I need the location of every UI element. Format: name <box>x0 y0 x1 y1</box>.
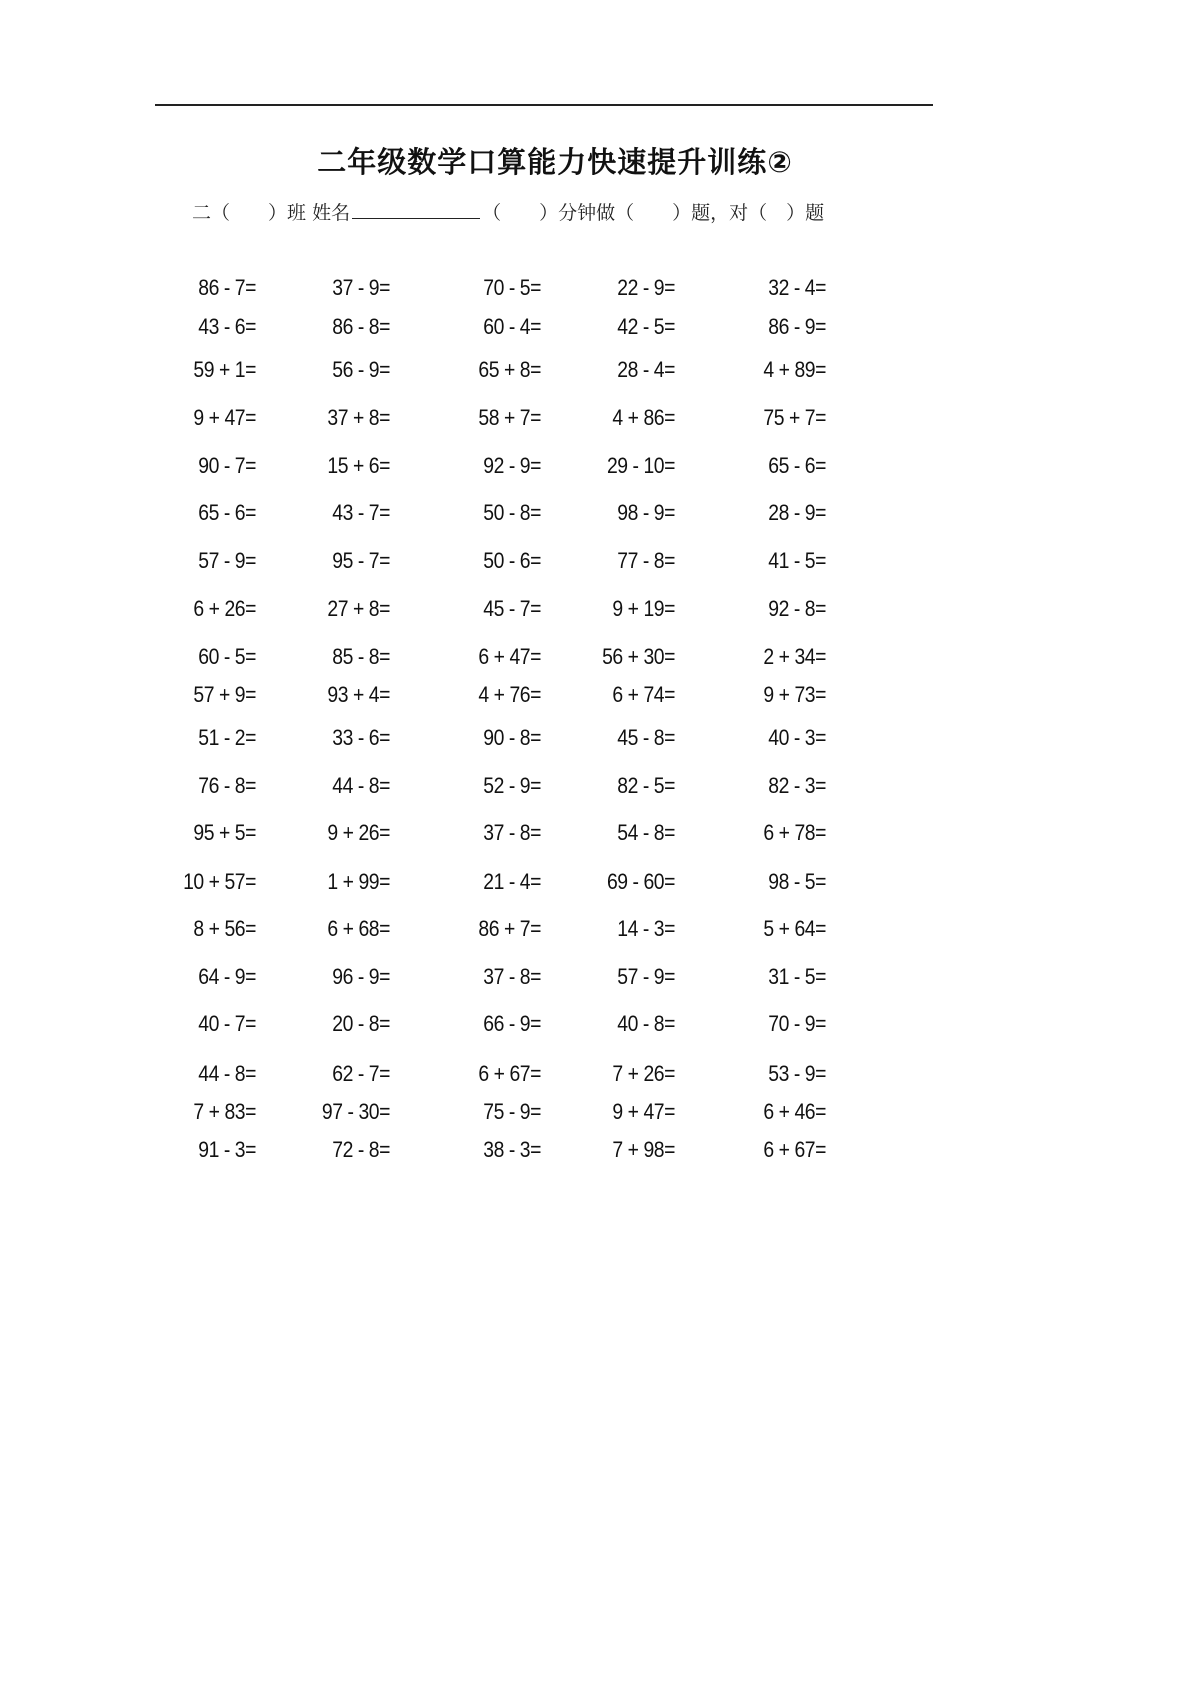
arithmetic-problem: 69 - 60= <box>606 869 675 894</box>
arithmetic-problem: 92 - 8= <box>768 596 826 621</box>
arithmetic-problem: 33 - 6= <box>332 725 390 750</box>
arithmetic-problem: 62 - 7= <box>332 1061 390 1086</box>
arithmetic-problem: 2 + 34= <box>763 644 826 669</box>
arithmetic-problem: 28 - 9= <box>768 500 826 525</box>
arithmetic-problem: 37 - 9= <box>332 275 390 300</box>
arithmetic-problem: 9 + 73= <box>763 682 826 707</box>
arithmetic-problem: 4 + 86= <box>612 405 675 430</box>
arithmetic-problem: 54 - 8= <box>617 820 675 845</box>
arithmetic-problem: 37 + 8= <box>327 405 390 430</box>
arithmetic-problem: 1 + 99= <box>327 869 390 894</box>
arithmetic-problem: 65 + 8= <box>478 357 541 382</box>
arithmetic-problem: 82 - 5= <box>617 773 675 798</box>
arithmetic-problem: 5 + 64= <box>763 916 826 941</box>
arithmetic-problem: 50 - 8= <box>483 500 541 525</box>
arithmetic-problem: 6 + 46= <box>763 1099 826 1124</box>
arithmetic-problem: 6 + 78= <box>763 820 826 845</box>
name-label: 姓名 <box>312 202 351 224</box>
arithmetic-problem: 45 - 8= <box>617 725 675 750</box>
class-field-label: 二（ ）班 <box>192 202 307 224</box>
arithmetic-problem: 50 - 6= <box>483 548 541 573</box>
arithmetic-problem: 60 - 5= <box>198 644 256 669</box>
arithmetic-problem: 6 + 47= <box>478 644 541 669</box>
arithmetic-problem: 64 - 9= <box>198 964 256 989</box>
arithmetic-problem: 56 + 30= <box>602 644 675 669</box>
arithmetic-problem: 66 - 9= <box>483 1011 541 1036</box>
arithmetic-problem: 21 - 4= <box>483 869 541 894</box>
arithmetic-problem: 6 + 68= <box>327 916 390 941</box>
arithmetic-problem: 72 - 8= <box>332 1137 390 1162</box>
page-title: 二年级数学口算能力快速提升训练② <box>317 145 793 179</box>
arithmetic-problem: 58 + 7= <box>478 405 541 430</box>
arithmetic-problem: 96 - 9= <box>332 964 390 989</box>
arithmetic-problem: 15 + 6= <box>327 453 390 478</box>
arithmetic-problem: 86 - 8= <box>332 314 390 339</box>
arithmetic-problem: 82 - 3= <box>768 773 826 798</box>
arithmetic-problem: 76 - 8= <box>198 773 256 798</box>
arithmetic-problem: 77 - 8= <box>617 548 675 573</box>
arithmetic-problem: 86 - 9= <box>768 314 826 339</box>
arithmetic-problem: 7 + 98= <box>612 1137 675 1162</box>
arithmetic-problem: 40 - 3= <box>768 725 826 750</box>
arithmetic-problem: 57 - 9= <box>617 964 675 989</box>
arithmetic-problem: 10 + 57= <box>183 869 256 894</box>
arithmetic-problem: 85 - 8= <box>332 644 390 669</box>
arithmetic-problem: 27 + 8= <box>327 596 390 621</box>
arithmetic-problem: 90 - 8= <box>483 725 541 750</box>
name-blank-line[interactable] <box>352 198 480 219</box>
arithmetic-problem: 37 - 8= <box>483 964 541 989</box>
arithmetic-problem: 97 - 30= <box>321 1099 390 1124</box>
arithmetic-problem: 6 + 26= <box>193 596 256 621</box>
arithmetic-problem: 9 + 47= <box>612 1099 675 1124</box>
arithmetic-problem: 14 - 3= <box>617 916 675 941</box>
arithmetic-problem: 9 + 19= <box>612 596 675 621</box>
arithmetic-problem: 7 + 26= <box>612 1061 675 1086</box>
arithmetic-problem: 53 - 9= <box>768 1061 826 1086</box>
student-info-line <box>192 198 824 225</box>
arithmetic-problem: 91 - 3= <box>198 1137 256 1162</box>
arithmetic-problem: 45 - 7= <box>483 596 541 621</box>
arithmetic-problem: 86 - 7= <box>198 275 256 300</box>
arithmetic-problem: 95 + 5= <box>193 820 256 845</box>
time-score-fields: （ ）分钟做（ ）题，对（ ）题 <box>482 202 825 224</box>
arithmetic-problem: 57 - 9= <box>198 548 256 573</box>
arithmetic-problem: 44 - 8= <box>198 1061 256 1086</box>
arithmetic-problem: 70 - 5= <box>483 275 541 300</box>
arithmetic-problem: 92 - 9= <box>483 453 541 478</box>
arithmetic-problem: 90 - 7= <box>198 453 256 478</box>
arithmetic-problem: 4 + 89= <box>763 357 826 382</box>
arithmetic-problem: 51 - 2= <box>198 725 256 750</box>
arithmetic-problem: 98 - 9= <box>617 500 675 525</box>
arithmetic-problem: 95 - 7= <box>332 548 390 573</box>
arithmetic-problem: 40 - 8= <box>617 1011 675 1036</box>
arithmetic-problem: 59 + 1= <box>193 357 256 382</box>
arithmetic-problem: 6 + 67= <box>478 1061 541 1086</box>
arithmetic-problem: 86 + 7= <box>478 916 541 941</box>
arithmetic-problem: 6 + 67= <box>763 1137 826 1162</box>
arithmetic-problem: 22 - 9= <box>617 275 675 300</box>
arithmetic-problem: 40 - 7= <box>198 1011 256 1036</box>
arithmetic-problem: 52 - 9= <box>483 773 541 798</box>
arithmetic-problem: 28 - 4= <box>617 357 675 382</box>
arithmetic-problem: 57 + 9= <box>193 682 256 707</box>
arithmetic-problem: 98 - 5= <box>768 869 826 894</box>
arithmetic-problem: 20 - 8= <box>332 1011 390 1036</box>
arithmetic-problem: 93 + 4= <box>327 682 390 707</box>
arithmetic-problem: 4 + 76= <box>478 682 541 707</box>
arithmetic-problem: 31 - 5= <box>768 964 826 989</box>
arithmetic-problem: 7 + 83= <box>193 1099 256 1124</box>
arithmetic-problem: 42 - 5= <box>617 314 675 339</box>
arithmetic-problem: 9 + 47= <box>193 405 256 430</box>
arithmetic-problem: 65 - 6= <box>768 453 826 478</box>
arithmetic-problem: 43 - 7= <box>332 500 390 525</box>
arithmetic-problem: 6 + 74= <box>612 682 675 707</box>
header-rule <box>155 104 933 106</box>
arithmetic-problem: 37 - 8= <box>483 820 541 845</box>
arithmetic-problem: 65 - 6= <box>198 500 256 525</box>
arithmetic-problem: 9 + 26= <box>327 820 390 845</box>
arithmetic-problem: 75 + 7= <box>763 405 826 430</box>
arithmetic-problem: 56 - 9= <box>332 357 390 382</box>
arithmetic-problem: 44 - 8= <box>332 773 390 798</box>
arithmetic-problem: 29 - 10= <box>606 453 675 478</box>
arithmetic-problem: 75 - 9= <box>483 1099 541 1124</box>
arithmetic-problem: 8 + 56= <box>193 916 256 941</box>
arithmetic-problem: 32 - 4= <box>768 275 826 300</box>
arithmetic-problem: 43 - 6= <box>198 314 256 339</box>
arithmetic-problem: 70 - 9= <box>768 1011 826 1036</box>
arithmetic-problem: 41 - 5= <box>768 548 826 573</box>
arithmetic-problem: 38 - 3= <box>483 1137 541 1162</box>
arithmetic-problem: 60 - 4= <box>483 314 541 339</box>
